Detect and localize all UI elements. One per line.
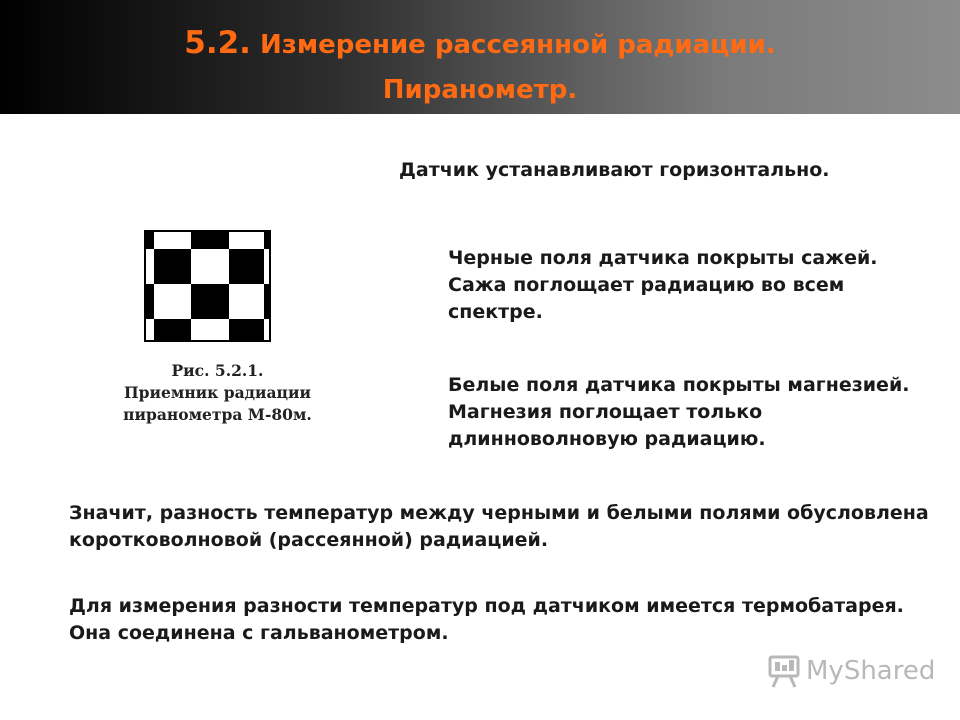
black-cell [229,249,264,284]
black-cell [146,232,154,249]
caption-line-1: Рис. 5.2.1. [171,361,264,380]
horizontal-install-text: Датчик устанавливают горизонтально. [399,159,830,181]
black-cell [191,284,229,319]
section-number: 5.2. [184,25,251,61]
slide-header [0,0,960,114]
caption-line-2: Приемник радиации [124,383,311,402]
myshared-logo[interactable] [766,655,936,691]
checkerboard-sensor-figure [144,230,271,342]
black-cell [154,249,191,284]
presentation-board-icon [766,655,802,689]
black-cell [154,319,191,342]
thermopile-text: Для измерения разности температур под датчиком имеется термобатарея. Она соединена с гальванометром. [69,595,904,644]
conclusion-text: Значит, разность температур между черными и белыми полями обусловлена коротковолновой (рассеянной) радиацией. [69,502,929,551]
slide-title [80,22,880,111]
black-fields-text: Черные поля датчика покрыты сажей. Сажа поглощает радиацию во всем спектре. [448,247,878,323]
white-fields-text: Белые поля датчика покрыты магнезией. Магнезия поглощает только длинноволновую радиацию. [448,374,910,450]
figure-caption [100,360,335,426]
black-cell [229,319,264,342]
black-cell [264,284,271,319]
title-line-1: Измерение рассеянной радиации. [250,30,776,60]
title-line-2: Пиранометр. [382,75,578,105]
caption-line-3: пиранометра М-80м. [123,405,312,424]
black-cell [146,284,154,319]
black-cell [264,232,271,249]
logo-text: MyShared [806,656,936,686]
black-cell [191,232,229,249]
